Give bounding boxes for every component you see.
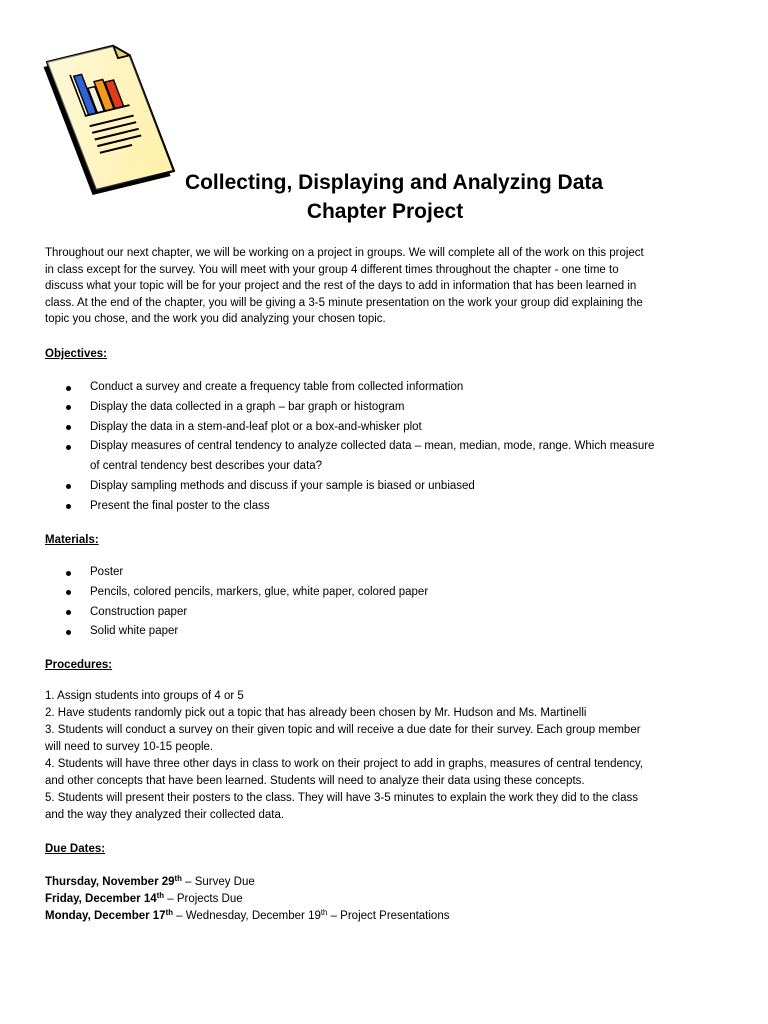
list-item-text: Poster bbox=[90, 566, 124, 578]
document-subtitle: Chapter Project bbox=[306, 200, 464, 223]
bullet-icon bbox=[66, 484, 71, 489]
due-date-row bbox=[45, 891, 757, 908]
due-date-row bbox=[45, 908, 757, 925]
list-item bbox=[0, 622, 750, 642]
list-item bbox=[0, 603, 750, 623]
bullet-icon bbox=[66, 445, 71, 450]
objectives-list bbox=[0, 378, 768, 517]
date-suffix: th bbox=[165, 907, 173, 917]
list-item bbox=[0, 477, 750, 497]
due-date: Thursday, November 29 bbox=[45, 875, 175, 888]
bullet-icon bbox=[66, 405, 71, 410]
list-item-text: Solid white paper bbox=[90, 625, 179, 638]
list-item-text: Construction paper bbox=[90, 605, 188, 618]
due-date-row bbox=[45, 874, 757, 891]
due-date: Monday, December 17 bbox=[45, 909, 166, 922]
procedure-step: 4. Students will have three other days in class to work on their project to add in graphs, measures of central tendency, and other concepts that have been learned. Students will need to analyze their data using these concepts. bbox=[45, 757, 644, 787]
document-title: Collecting, Displaying and Analyzing Data bbox=[184, 171, 604, 194]
list-item-text: Display the data collected in a graph – bar graph or histogram bbox=[90, 400, 405, 413]
bullet-icon bbox=[66, 630, 71, 635]
materials-heading: Materials: bbox=[45, 534, 99, 546]
due-date: Friday, December 14 bbox=[45, 892, 157, 905]
list-item bbox=[0, 583, 750, 603]
list-item bbox=[0, 398, 750, 418]
list-item bbox=[0, 563, 750, 583]
due-description: – Project Presentations bbox=[330, 909, 450, 922]
date-suffix: th bbox=[320, 907, 328, 917]
list-item-text: Present the final poster to the class bbox=[90, 499, 270, 512]
list-item bbox=[0, 418, 750, 438]
intro-paragraph: Throughout our next chapter, we will be working on a project in groups. We will complete all of the work on this project in class except for the survey. You will meet with your group 4 different times throughout the chapter - one time to discuss what your topic will be for your project and the rest of the days to add in information that has been learned in class. At the end of the chapter, you will be giving a 3-5 minute presentation on the work your group did explaining the topic you chose, and the work you did analyzing your chosen topic. bbox=[45, 247, 644, 325]
procedure-step: 5. Students will present their posters to the class. They will have 3-5 minutes to explain the work they did to the class and the way they analyzed their collected data. bbox=[45, 791, 638, 821]
list-item-text: Display sampling methods and discuss if your sample is biased or unbiased bbox=[90, 479, 475, 492]
date-suffix: th bbox=[174, 873, 182, 883]
procedure-step: 1. Assign students into groups of 4 or 5 bbox=[45, 689, 244, 702]
list-item bbox=[0, 378, 750, 398]
list-item-text: Conduct a survey and create a frequency table from collected information bbox=[90, 381, 464, 393]
due-description: – Projects Due bbox=[167, 892, 243, 905]
list-item bbox=[0, 437, 750, 477]
bullet-icon bbox=[66, 386, 71, 391]
procedure-step: 3. Students will conduct a survey on their given topic and will receive a due date for their survey. Each group member will need to survey 10-15 people. bbox=[45, 723, 641, 753]
due-end-date: – Wednesday, December 19 bbox=[176, 909, 321, 922]
due-date-label bbox=[45, 907, 173, 922]
date-suffix: th bbox=[156, 890, 165, 900]
list-item-text: Display measures of central tendency to analyze collected data – mean, median, mode, range. Which measure of central tendency best describes your data? bbox=[90, 440, 655, 473]
due-dates-heading: Due Dates: bbox=[45, 843, 106, 855]
bullet-icon bbox=[66, 590, 71, 595]
materials-list bbox=[0, 563, 768, 642]
due-description: – Survey Due bbox=[185, 875, 255, 888]
list-item-text: Pencils, colored pencils, markers, glue, white paper, colored paper bbox=[90, 585, 429, 598]
document-bar-chart-icon bbox=[0, 0, 200, 200]
due-date-label bbox=[45, 873, 182, 888]
bullet-icon bbox=[66, 610, 71, 615]
due-dates-list bbox=[45, 874, 757, 925]
procedures-heading: Procedures: bbox=[45, 659, 113, 671]
bullet-icon bbox=[66, 425, 71, 430]
list-item-text: Display the data in a stem-and-leaf plot or a box-and-whisker plot bbox=[90, 420, 422, 433]
procedure-step: 2. Have students randomly pick out a topic that has already been chosen by Mr. Hudson and Ms. Martinelli bbox=[45, 706, 587, 719]
due-date-label bbox=[45, 890, 165, 905]
bullet-icon bbox=[66, 504, 71, 509]
list-item bbox=[0, 497, 750, 517]
procedures-list bbox=[45, 688, 757, 824]
objectives-heading: Objectives: bbox=[45, 348, 107, 360]
bullet-icon bbox=[66, 571, 71, 576]
